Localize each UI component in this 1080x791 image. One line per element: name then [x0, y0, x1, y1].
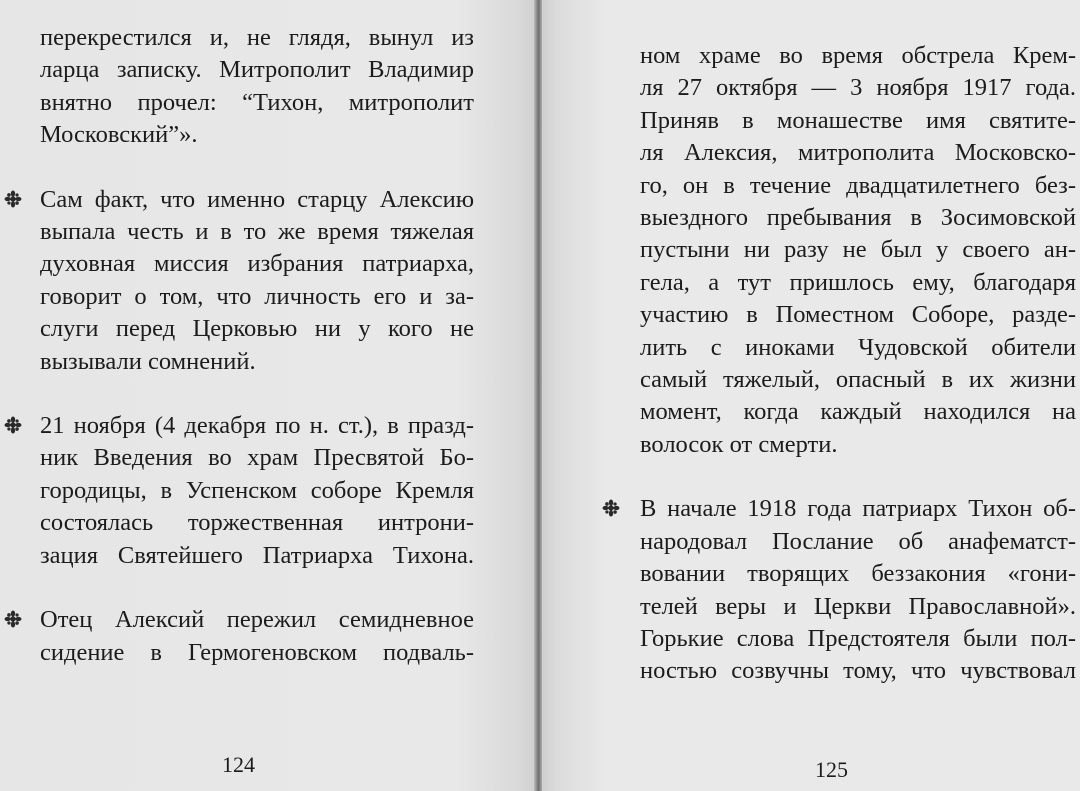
text-line: ларца записку. Митрополит Владимир [40, 56, 474, 84]
left-paragraph-2 [40, 410, 474, 572]
text-line: Приняв в монашестве имя святите- [640, 106, 1076, 134]
text-line: Отец Алексий пережил семидневное [40, 606, 474, 634]
left-paragraph-3 [40, 604, 474, 669]
text-line: В начале 1918 года патриарх Тихон об- [640, 495, 1076, 523]
text-line: народовал Послание об анафематст- [640, 527, 1076, 555]
text-line: 21 ноября (4 декабря по н. ст.), в празд- [40, 412, 474, 440]
text-line: внятно прочел: “Тихон, митрополит [40, 88, 474, 116]
text-line: ля Алексия, митрополита Московско- [640, 139, 1076, 167]
text-line: слуги перед Церковью ни у кого не [40, 315, 474, 343]
left-page-text [40, 22, 474, 669]
text-line: вовании творящих беззакония «гони- [640, 560, 1076, 588]
text-line: сидение в Гермогеновском подваль- [40, 638, 474, 666]
text-line: выпала честь и в то же время тяжелая [40, 218, 474, 246]
right-intro-paragraph [640, 40, 1076, 461]
left-page [0, 0, 536, 791]
text-line: вызывали сомнений. [40, 347, 256, 375]
floral-ornament-icon [4, 416, 22, 434]
text-line: Московский”». [40, 121, 198, 149]
text-line: городицы, в Успенском соборе Кремля [40, 476, 474, 504]
text-line: Горькие слова Предстоятеля были пол- [640, 624, 1076, 652]
text-line: лить с иноками Чудовской обители [640, 333, 1076, 361]
text-line: духовная миссия избрания патриарха, [40, 250, 474, 278]
text-line: го, он в течение двадцатилетнего без- [640, 171, 1076, 199]
text-line: перекрестился и, не глядя, вынул из [40, 24, 474, 51]
right-page [542, 0, 1080, 791]
text-line: ностью созвучны тому, что чувствовал [640, 657, 1076, 685]
left-intro-paragraph [40, 22, 474, 152]
right-paragraph-1 [640, 493, 1076, 687]
text-line: ник Введения во храм Пресвятой Бо- [40, 444, 474, 472]
page-number: 124 [222, 752, 255, 777]
left-paragraph-1 [40, 184, 474, 378]
text-line: зация Святейшего Патриарха Тихона. [40, 541, 474, 569]
text-line: Сам факт, что именно старцу Алексию [40, 185, 474, 213]
text-line: момент, когда каждый находился на [640, 398, 1076, 426]
floral-ornament-icon [602, 499, 620, 517]
text-line: участию в Поместном Соборе, разде- [640, 301, 1076, 329]
text-line: говорит о том, что личность его и за- [40, 282, 474, 310]
text-line: пустыни ни разу не был у своего ан- [640, 236, 1076, 264]
text-line: волосок от смерти. [640, 430, 838, 458]
text-line: выездного пребывания в Зосимовской [640, 204, 1076, 232]
floral-ornament-icon [4, 610, 22, 628]
text-line: телей веры и Церкви Православной». [640, 592, 1076, 620]
text-line: самый тяжелый, опасный в их жизни [640, 366, 1076, 394]
text-line: состоялась торжественная интрони- [40, 509, 474, 537]
text-line: гела, а тут пришлось ему, благодаря [640, 268, 1076, 296]
text-line: ля 27 октября — 3 ноября 1917 года. [640, 74, 1076, 102]
text-line: ном храме во время обстрела Крем- [640, 42, 1076, 69]
floral-ornament-icon [4, 190, 22, 208]
page-number: 125 [815, 757, 848, 782]
right-page-text [640, 40, 1076, 688]
